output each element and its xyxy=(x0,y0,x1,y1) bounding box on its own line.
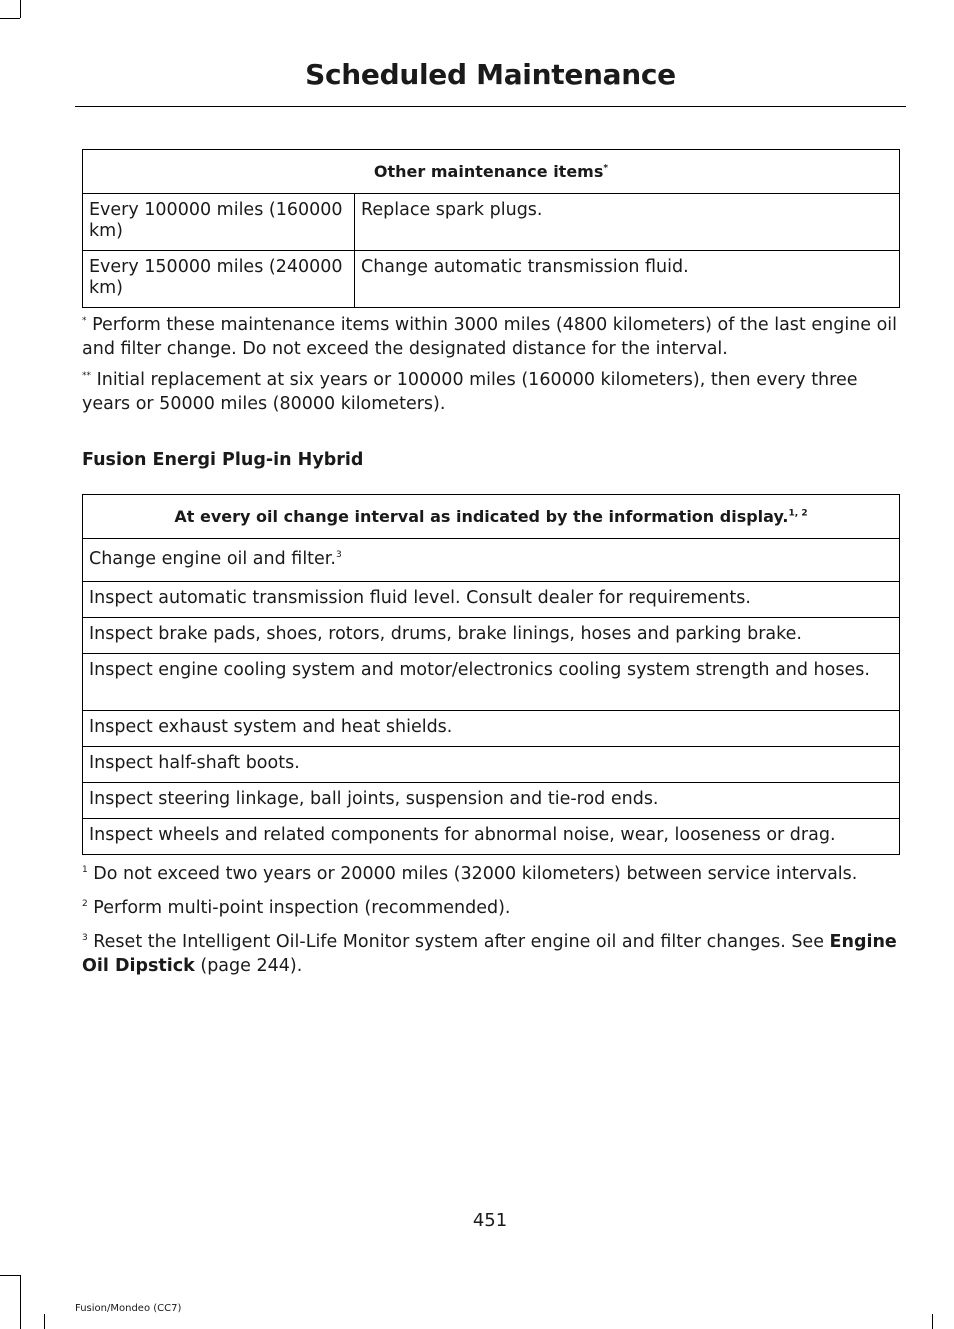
footer-text: Fusion/Mondeo (CC7) xyxy=(75,1303,182,1314)
table-row xyxy=(83,618,900,654)
title-divider xyxy=(75,106,906,107)
table-row xyxy=(83,747,900,783)
table-row xyxy=(83,582,900,618)
footnote xyxy=(82,368,904,416)
footnote-text: Perform these maintenance items within 3000 miles (4800 kilometers) of the last engine oil and filter change. Do not exceed the designated distance for the interval. xyxy=(82,315,898,359)
table-row xyxy=(83,819,900,855)
crop-mark-bottom-right xyxy=(932,1314,933,1329)
footnote-text: Do not exceed two years or 20000 miles (32000 kilometers) between service intervals. xyxy=(87,864,858,884)
table-header-label: Other maintenance items xyxy=(373,162,604,181)
row-text: Change engine oil and filter. xyxy=(89,549,336,569)
table-cell: Inspect exhaust system and heat shields. xyxy=(83,711,900,747)
footnote-mark: 1 xyxy=(82,865,88,876)
table-row xyxy=(83,783,900,819)
section-heading: Fusion Energi Plug-in Hybrid xyxy=(82,450,364,470)
table-cell: Inspect brake pads, shoes, rotors, drums, brake linings, hoses and parking brake. xyxy=(83,618,900,654)
footnote-text: Reset the Intelligent Oil-Life Monitor system after engine oil and filter changes. See xyxy=(87,932,830,952)
footnote xyxy=(82,896,904,920)
footnote-mark: 3 xyxy=(335,550,342,561)
crop-mark-top-left xyxy=(20,0,21,18)
crop-mark-bottom-left-short xyxy=(44,1314,45,1329)
footnote-mark: 1, 2 xyxy=(788,508,808,519)
crop-mark-bottom-left xyxy=(20,1275,21,1329)
footnote-mark: 3 xyxy=(82,933,88,944)
other-maintenance-table xyxy=(82,149,900,308)
table-cell: Inspect half-shaft boots. xyxy=(83,747,900,783)
table-row xyxy=(83,654,900,711)
footnote-mark: * xyxy=(603,163,609,174)
table-cell: Inspect wheels and related components for abnormal noise, wear, looseness or drag. xyxy=(83,819,900,855)
table-header xyxy=(83,495,900,539)
action-cell: Replace spark plugs. xyxy=(355,194,900,251)
footnote xyxy=(82,862,904,886)
table-row xyxy=(83,539,900,582)
action-cell: Change automatic transmission fluid. xyxy=(355,251,900,308)
oil-change-interval-table xyxy=(82,494,900,855)
table-row xyxy=(83,711,900,747)
footnote-mark: ** xyxy=(82,371,91,382)
table-row xyxy=(83,194,900,251)
footnote-mark: * xyxy=(82,316,87,327)
table-cell: Inspect engine cooling system and motor/electronics cooling system strength and hoses. xyxy=(83,654,900,711)
table-header-label: At every oil change interval as indicated by the information display. xyxy=(174,507,789,526)
interval-cell: Every 100000 miles (160000 km) xyxy=(83,194,355,251)
table-header xyxy=(83,150,900,194)
footnote-text: Initial replacement at six years or 100000 miles (160000 kilometers), then every three years or 50000 miles (80000 kilometers). xyxy=(82,370,858,414)
interval-cell: Every 150000 miles (240000 km) xyxy=(83,251,355,308)
footnote-mark: 2 xyxy=(82,899,88,910)
cross-reference-link[interactable]: Engine Oil Dipstick xyxy=(82,932,897,976)
table-cell: Inspect steering linkage, ball joints, suspension and tie-rod ends. xyxy=(83,783,900,819)
page-title: Scheduled Maintenance xyxy=(305,58,676,91)
table-cell xyxy=(83,539,900,582)
page-reference: (page 244). xyxy=(194,956,303,976)
page-number: 451 xyxy=(472,1210,508,1231)
table-row xyxy=(83,251,900,308)
crop-mark-bottom-left-h xyxy=(0,1275,20,1276)
table-cell: Inspect automatic transmission fluid level. Consult dealer for requirements. xyxy=(83,582,900,618)
footnote-text: Perform multi-point inspection (recommended). xyxy=(87,898,511,918)
footnote xyxy=(82,930,904,978)
footnote xyxy=(82,313,904,361)
crop-mark-top-left-h xyxy=(0,18,20,19)
